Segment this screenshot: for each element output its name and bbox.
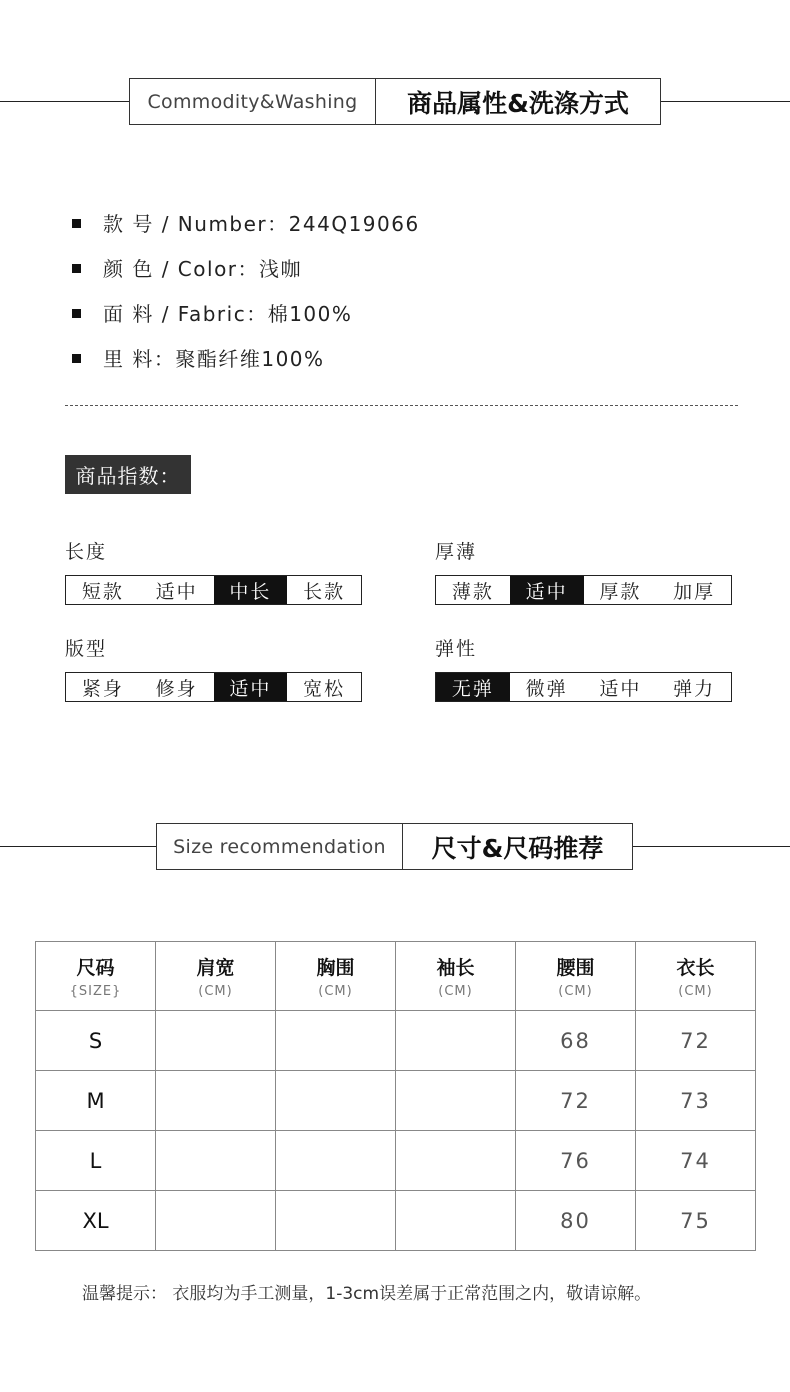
metric-option-selected: 适中 xyxy=(510,576,584,604)
metric-option-selected: 适中 xyxy=(214,673,288,701)
cell-length: 72 xyxy=(636,1011,756,1071)
metric-title-fit: 版型 xyxy=(65,638,108,660)
cell-length: 75 xyxy=(636,1191,756,1251)
header-length xyxy=(636,942,756,1011)
cell-chest xyxy=(276,1011,396,1071)
metric-option: 紧身 xyxy=(81,677,124,700)
metric-option: 加厚 xyxy=(673,580,716,603)
attr-number xyxy=(72,208,420,237)
cell-sleeve xyxy=(396,1191,516,1251)
metric-option: 适中 xyxy=(599,677,642,700)
size-table-header-row xyxy=(36,942,756,1011)
header-name: 尺码 xyxy=(76,957,115,979)
cell-length: 74 xyxy=(636,1131,756,1191)
header-unit: (CM) xyxy=(198,984,233,999)
section2-title-cn: 尺寸&尺码推荐 xyxy=(431,833,604,863)
attr-color-text: 颜 色 / Color：浅咖 xyxy=(103,257,303,281)
cell-sleeve xyxy=(396,1071,516,1131)
cell-waist: 80 xyxy=(516,1191,636,1251)
section1-line-right xyxy=(660,101,790,102)
metric-title-thickness: 厚薄 xyxy=(435,541,478,563)
cell-size: L xyxy=(36,1131,156,1191)
metric-option: 宽松 xyxy=(303,677,346,700)
header-name: 腰围 xyxy=(556,957,595,979)
cell-size: XL xyxy=(36,1191,156,1251)
cell-shoulder xyxy=(156,1011,276,1071)
section2-title-en: Size recommendation xyxy=(157,824,403,869)
metric-option: 弹力 xyxy=(673,677,716,700)
attr-fabric xyxy=(72,298,352,327)
size-table xyxy=(35,941,756,1251)
header-size xyxy=(36,942,156,1011)
section1-line-left xyxy=(0,101,130,102)
header-name: 袖长 xyxy=(436,957,475,979)
cell-sleeve xyxy=(396,1011,516,1071)
header-name: 肩宽 xyxy=(196,957,235,979)
cell-chest xyxy=(276,1071,396,1131)
metric-option: 厚款 xyxy=(599,580,642,603)
cell-waist: 76 xyxy=(516,1131,636,1191)
attr-lining xyxy=(72,343,325,372)
cell-sleeve xyxy=(396,1131,516,1191)
header-unit: {SIZE} xyxy=(69,984,122,999)
cell-length: 73 xyxy=(636,1071,756,1131)
cell-chest xyxy=(276,1131,396,1191)
header-unit: (CM) xyxy=(318,984,353,999)
attr-number-text: 款 号 / Number：244Q19066 xyxy=(103,212,420,236)
header-unit: (CM) xyxy=(438,984,473,999)
metric-option-selected: 中长 xyxy=(214,576,288,604)
bullet-square-icon xyxy=(72,219,81,228)
metric-scale-fit xyxy=(65,672,362,702)
metric-title-elasticity: 弹性 xyxy=(435,638,478,660)
cell-size: M xyxy=(36,1071,156,1131)
table-row xyxy=(36,1131,756,1191)
metric-option: 适中 xyxy=(155,580,198,603)
header-unit: (CM) xyxy=(678,984,713,999)
metric-scale-thickness xyxy=(435,575,732,605)
metric-option: 长款 xyxy=(303,580,346,603)
cell-shoulder xyxy=(156,1071,276,1131)
metric-title-length: 长度 xyxy=(65,541,108,563)
attr-fabric-text: 面 料 / Fabric：棉100% xyxy=(103,302,353,326)
measurement-note: 温馨提示： 衣服均为手工测量，1-3cm误差属于正常范围之内，敬请谅解。 xyxy=(82,1284,652,1304)
header-chest xyxy=(276,942,396,1011)
index-label: 商品指数： xyxy=(65,455,191,494)
header-name: 胸围 xyxy=(316,957,355,979)
metric-option-selected: 无弹 xyxy=(436,673,510,701)
attr-color xyxy=(72,253,302,282)
attr-lining-text: 里 料：聚酯纤维100% xyxy=(103,347,325,371)
section1-title-en: Commodity&Washing xyxy=(130,79,376,124)
section2-line-right xyxy=(632,846,790,847)
header-waist xyxy=(516,942,636,1011)
metric-scale-elasticity xyxy=(435,672,732,702)
cell-shoulder xyxy=(156,1191,276,1251)
section2-line-left xyxy=(0,846,157,847)
metric-scale-length xyxy=(65,575,362,605)
table-row xyxy=(36,1191,756,1251)
bullet-square-icon xyxy=(72,354,81,363)
cell-shoulder xyxy=(156,1131,276,1191)
header-name: 衣长 xyxy=(676,957,715,979)
metric-option: 薄款 xyxy=(451,580,494,603)
dashed-divider xyxy=(65,405,738,406)
cell-size: S xyxy=(36,1011,156,1071)
header-unit: (CM) xyxy=(558,984,593,999)
metric-option: 短款 xyxy=(81,580,124,603)
cell-chest xyxy=(276,1191,396,1251)
cell-waist: 72 xyxy=(516,1071,636,1131)
metric-option: 修身 xyxy=(155,677,198,700)
bullet-square-icon xyxy=(72,264,81,273)
metric-option: 微弹 xyxy=(525,677,568,700)
bullet-square-icon xyxy=(72,309,81,318)
cell-waist: 68 xyxy=(516,1011,636,1071)
header-sleeve xyxy=(396,942,516,1011)
section1-title-cn: 商品属性&洗涤方式 xyxy=(407,88,629,118)
section1-title-box xyxy=(129,78,661,125)
table-row xyxy=(36,1011,756,1071)
table-row xyxy=(36,1071,756,1131)
section2-title-box xyxy=(156,823,633,870)
header-shoulder xyxy=(156,942,276,1011)
